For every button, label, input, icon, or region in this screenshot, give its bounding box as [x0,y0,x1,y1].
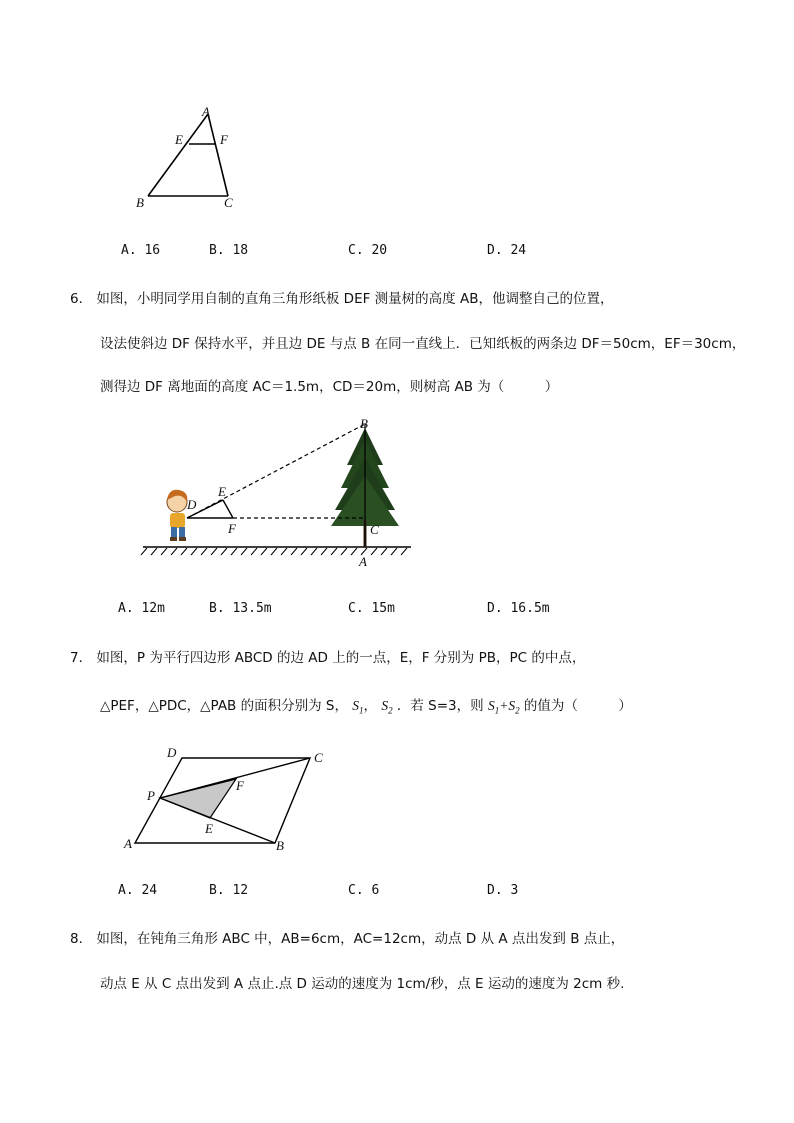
q5-label-a: A [202,104,210,119]
q6-option-b: B. 13.5m [209,601,272,616]
q7-option-b: B. 12 [209,883,249,898]
boy-icon [167,490,187,541]
q7-sum-expression: $S_1+S_2$ [487,698,520,716]
q6-label-d: D [187,497,197,512]
q5-option-a: A. 16 [121,243,161,258]
q7-s1-symbol: $S_1$ [352,698,364,716]
q7-label-c: C [314,750,323,765]
q8-text-1: 如图，在钝角三角形 ABC 中，AB=6cm，AC=12cm，动点 D 从 A 点出发到 B 点止， [96,931,625,947]
q7-text-2c: 的值为（ ） [523,698,632,714]
q6-option-c: C. 15m [348,601,395,616]
q6-option-d: D. 16.5m [487,601,550,616]
q5-option-b: B. 18 [209,243,249,258]
q5-label-b: B [136,195,144,210]
q6-label-c: C [370,522,379,537]
q7-label-f: F [236,778,244,793]
q7-label-b: B [276,838,284,853]
q6-label-a: A [359,554,367,569]
q7-text-1: 如图，P 为平行四边形 ABCD 的边 AD 上的一点，E，F 分别为 PB，PC 的中点， [96,650,586,666]
q7-line-2: △PEF，△PDC，△PAB 的面积分别为 S， $S_1$， $S_2$ ．若 S=3，则 $S_1+S_2$ 的值为（ ） [100,698,632,716]
q7-text-2a: △PEF，△PDC，△PAB 的面积分别为 S， [100,698,348,714]
q7-option-d: D. 3 [487,883,519,898]
q6-line-2: 设法使斜边 DF 保持水平，并且边 DE 与点 B 在同一直线上．已知纸板的两条边 DF＝50cm，EF＝30cm， [100,336,746,352]
q6-number: 6． [70,291,93,307]
q7-label-d: D [167,745,177,760]
q7-number: 7． [70,650,93,666]
q7-label-p: P [147,788,155,803]
q7-line-1 [70,646,585,666]
q8-line-2: 动点 E 从 C 点出发到 A 点止.点 D 运动的速度为 1cm/秒，点 E 运动的速度为 2cm 秒. [100,976,625,992]
q7-s2-symbol: $S_2$ [381,698,393,716]
q7-option-a: A. 24 [118,883,158,898]
q6-label-f: F [228,521,236,536]
q5-label-c: C [224,195,233,210]
q8-number: 8． [70,931,93,947]
q7-label-e: E [205,821,213,836]
q6-line-3: 测得边 DF 离地面的高度 AC＝1.5m，CD＝20m，则树高 AB 为（ ） [100,379,559,395]
q7-parallelogram-figure [125,745,335,855]
q6-tree-figure [135,410,420,570]
q8-line-1 [70,927,624,947]
q6-option-a: A. 12m [118,601,165,616]
q5-option-c: C. 20 [348,243,388,258]
q7-label-a: A [124,836,132,851]
q5-label-f: F [220,132,228,147]
q6-label-b: B [360,416,368,431]
q5-label-e: E [175,132,183,147]
q7-option-c: C. 6 [348,883,380,898]
q6-text-1: 如图，小明同学用自制的直角三角形纸板 DEF 测量树的高度 AB，他调整自己的位置， [96,291,614,307]
q6-line-1 [70,287,613,307]
q6-label-e: E [218,484,226,499]
q5-option-d: D. 24 [487,243,527,258]
q7-text-2b: ．若 S=3，则 [396,698,484,714]
